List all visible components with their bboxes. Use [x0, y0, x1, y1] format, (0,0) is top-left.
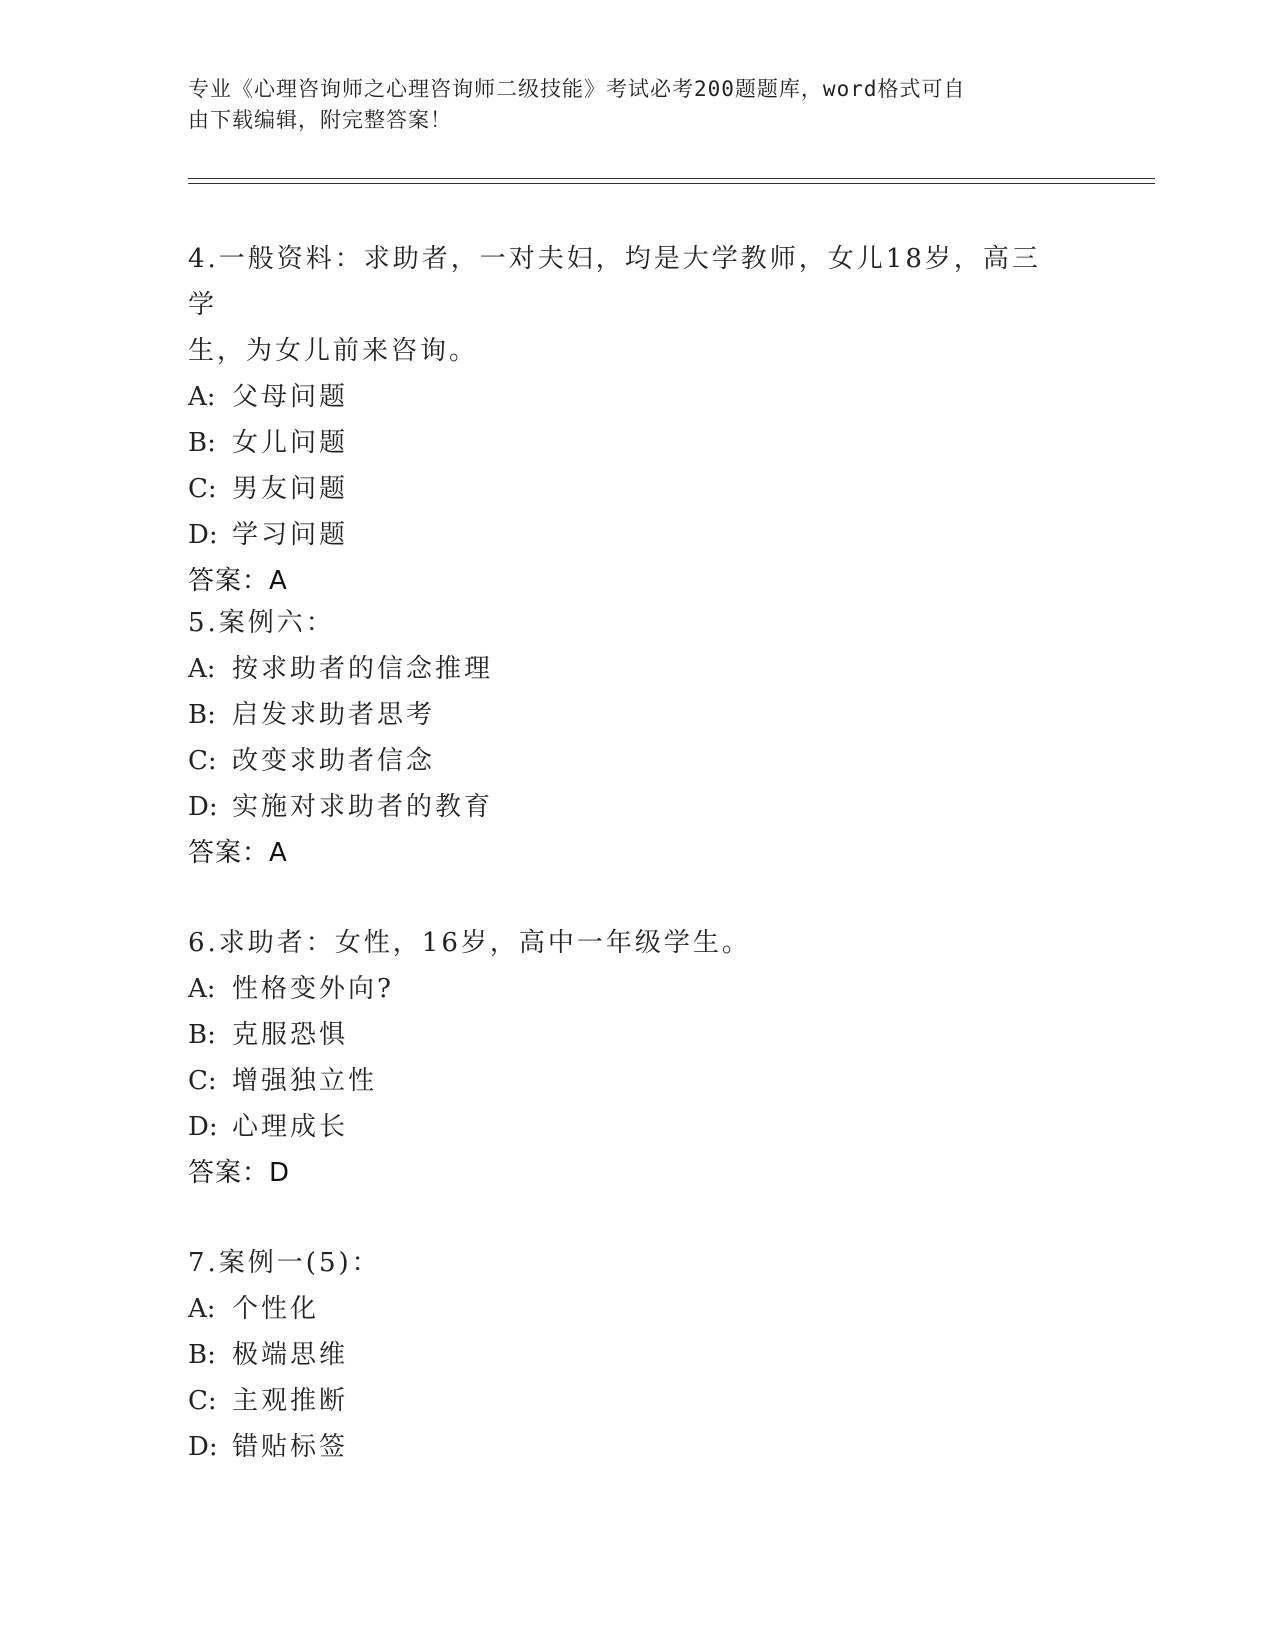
option-d — [188, 1424, 1068, 1470]
answer-line: 答案：A — [188, 566, 288, 596]
option-label: D: — [188, 1432, 218, 1462]
question-5 — [188, 600, 1068, 876]
option-d — [188, 512, 1068, 558]
option-a — [188, 966, 1068, 1012]
option-label: C: — [188, 746, 217, 776]
option-text: 女儿问题 — [232, 428, 349, 458]
option-text: 男友问题 — [232, 474, 349, 504]
option-d — [188, 784, 1068, 830]
option-text: 实施对求助者的教育 — [232, 792, 494, 822]
question-stem-continued: 生，为女儿前来咨询。 — [188, 336, 479, 366]
option-label: A: — [188, 974, 216, 1004]
option-text: 心理成长 — [232, 1112, 349, 1142]
header-line-2: 由下载编辑，附完整答案！ — [188, 108, 452, 132]
question-4 — [188, 236, 1068, 604]
option-label: B: — [188, 700, 216, 730]
question-stem: 6.求助者：女性，16岁，高中一年级学生。 — [188, 928, 751, 958]
option-label: D: — [188, 1112, 218, 1142]
option-label: B: — [188, 1020, 216, 1050]
option-label: D: — [188, 792, 218, 822]
option-text: 错贴标签 — [232, 1432, 349, 1462]
option-label: A: — [188, 382, 216, 412]
option-text: 学习问题 — [232, 520, 349, 550]
option-a — [188, 374, 1068, 420]
option-label: A: — [188, 1294, 216, 1324]
option-text: 主观推断 — [232, 1386, 349, 1416]
option-text: 增强独立性 — [232, 1066, 378, 1096]
answer-line: 答案：D — [188, 1158, 291, 1188]
option-text: 性格变外向? — [232, 974, 394, 1004]
document-header — [188, 74, 1068, 136]
option-a — [188, 646, 1068, 692]
answer-line: 答案：A — [188, 838, 288, 868]
header-divider-bottom — [188, 183, 1155, 184]
option-b — [188, 692, 1068, 738]
option-text: 极端思维 — [232, 1340, 349, 1370]
header-divider-top — [188, 178, 1155, 179]
option-text: 改变求助者信念 — [232, 746, 436, 776]
option-label: C: — [188, 1386, 217, 1416]
question-stem: 4.一般资料：求助者，一对夫妇，均是大学教师，女儿18岁，高三学 — [188, 244, 1041, 320]
option-text: 父母问题 — [232, 382, 349, 412]
question-7 — [188, 1240, 1068, 1470]
option-d — [188, 1104, 1068, 1150]
question-stem: 5.案例六： — [188, 608, 335, 638]
option-c — [188, 1058, 1068, 1104]
option-text: 按求助者的信念推理 — [232, 654, 494, 684]
option-b — [188, 1332, 1068, 1378]
option-label: B: — [188, 1340, 216, 1370]
option-c — [188, 466, 1068, 512]
option-text: 启发求助者思考 — [232, 700, 436, 730]
option-text: 个性化 — [232, 1294, 320, 1324]
option-c — [188, 1378, 1068, 1424]
option-label: A: — [188, 654, 216, 684]
option-b — [188, 1012, 1068, 1058]
option-b — [188, 420, 1068, 466]
option-label: B: — [188, 428, 216, 458]
option-text: 克服恐惧 — [232, 1020, 349, 1050]
question-stem: 7.案例一(5)： — [188, 1248, 381, 1278]
option-a — [188, 1286, 1068, 1332]
header-line-1: 专业《心理咨询师之心理咨询师二级技能》考试必考200题题库，word格式可自 — [188, 77, 966, 101]
option-label: D: — [188, 520, 218, 550]
option-c — [188, 738, 1068, 784]
option-label: C: — [188, 1066, 217, 1096]
question-6 — [188, 920, 1068, 1196]
option-label: C: — [188, 474, 217, 504]
